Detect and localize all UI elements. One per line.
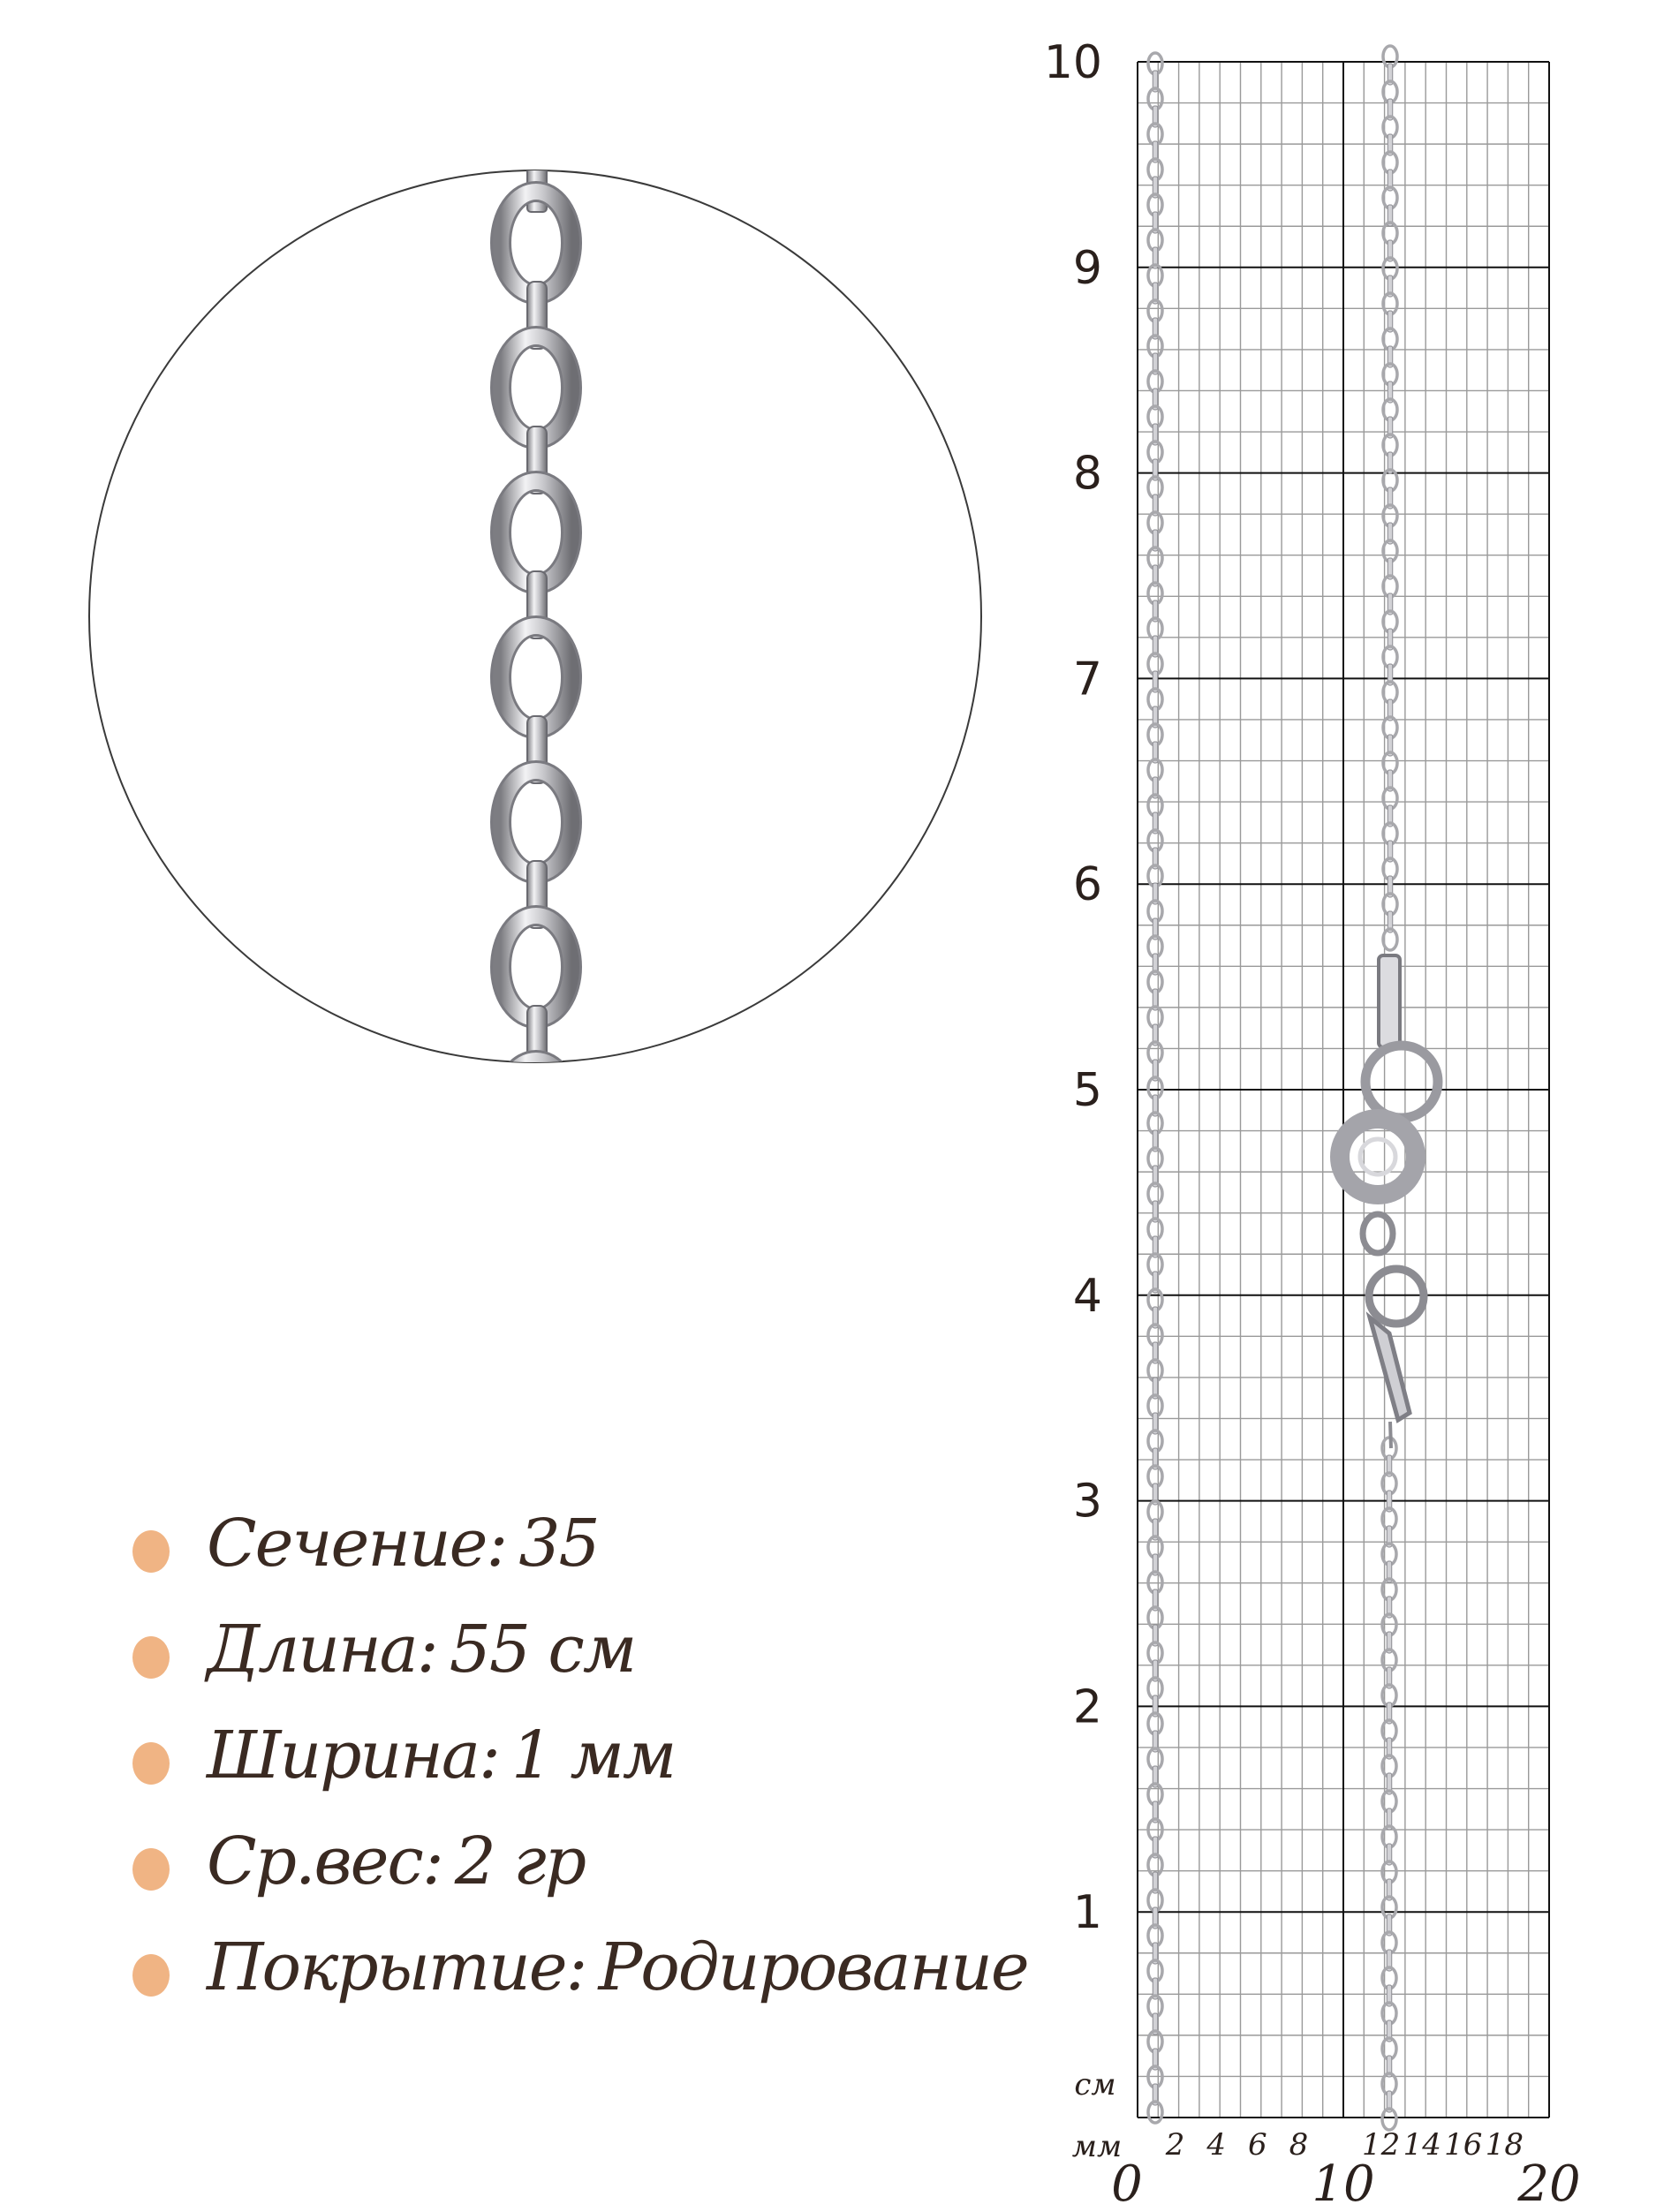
mm-tick-label: 2 — [1165, 2127, 1185, 2163]
cm-tick-label: 10 — [1043, 36, 1102, 89]
spec-label: Ширина: — [207, 1718, 499, 1793]
cm-bottom-label: 10 — [1312, 2155, 1375, 2208]
mm-tick-label: 4 — [1206, 2127, 1227, 2163]
spec-item — [132, 1823, 1016, 1929]
cm-tick-label: 5 — [1072, 1064, 1102, 1117]
mm-tick-label: 14 — [1403, 2127, 1441, 2163]
cm-tick-label: 1 — [1072, 1886, 1102, 1940]
spec-item — [132, 1718, 1016, 1823]
cm-tick-label: 8 — [1072, 447, 1102, 501]
spec-value: 2 гр — [454, 1823, 586, 1899]
chain-closeup-circle — [89, 159, 981, 1218]
spec-text — [207, 1718, 675, 1793]
chain-strand-left — [1148, 53, 1162, 2123]
cm-bottom-label: 0 — [1111, 2155, 1143, 2208]
bottom-labels — [1111, 2155, 1580, 2208]
chain-link-large — [501, 1061, 571, 1218]
spec-text — [207, 1612, 635, 1687]
bullet-dot-icon — [132, 1954, 170, 1997]
mm-tick-label: 12 — [1361, 2127, 1401, 2163]
chain-link-vertical — [527, 1151, 547, 1218]
mm-tick-label: 8 — [1289, 2127, 1309, 2163]
cm-vertical-labels — [1044, 36, 1102, 1939]
bullet-dot-icon — [132, 1636, 170, 1679]
bullet-dot-icon — [132, 1530, 170, 1573]
spec-item — [132, 1506, 1016, 1612]
spec-label: Покрытие: — [207, 1929, 586, 2005]
bullet-dot-icon — [132, 1848, 170, 1891]
clasp-icon — [1340, 955, 1438, 1448]
spec-value: Родирование — [598, 1929, 1028, 2005]
spec-value: 1 мм — [510, 1718, 676, 1793]
spec-label: Ср.вес: — [207, 1823, 442, 1899]
spec-value: 35 — [518, 1506, 599, 1582]
spec-text — [207, 1929, 1028, 2005]
cm-tick-label: 6 — [1072, 858, 1102, 912]
chain-link-shine — [501, 1061, 571, 1163]
spec-text — [207, 1823, 585, 1899]
measurement-ruler — [1044, 36, 1581, 2208]
spec-item — [132, 1929, 1028, 2035]
spec-text — [207, 1506, 599, 1582]
bullet-dot-icon — [132, 1742, 170, 1785]
cm-tick-label: 2 — [1072, 1680, 1102, 1734]
mm-tick-label: 6 — [1247, 2127, 1267, 2163]
spec-item — [132, 1612, 1016, 1718]
cm-bottom-label: 20 — [1517, 2155, 1581, 2208]
cm-tick-label: 9 — [1072, 241, 1102, 295]
spec-value: 55 см — [449, 1612, 636, 1687]
cm-tick-label: 3 — [1072, 1475, 1102, 1529]
cm-tick-label: 4 — [1072, 1269, 1102, 1323]
mm-tick-label: 18 — [1485, 2127, 1524, 2163]
chain-link-outer — [501, 1061, 571, 1163]
spec-label: Длина: — [207, 1612, 437, 1687]
mm-tick-label: 16 — [1444, 2127, 1483, 2163]
spec-label: Сечение: — [207, 1506, 507, 1582]
mm-unit-label: мм — [1071, 2129, 1123, 2164]
unit-labels — [1072, 2067, 1122, 2164]
cm-tick-label: 7 — [1072, 653, 1102, 706]
cm-unit-label: см — [1074, 2067, 1116, 2103]
